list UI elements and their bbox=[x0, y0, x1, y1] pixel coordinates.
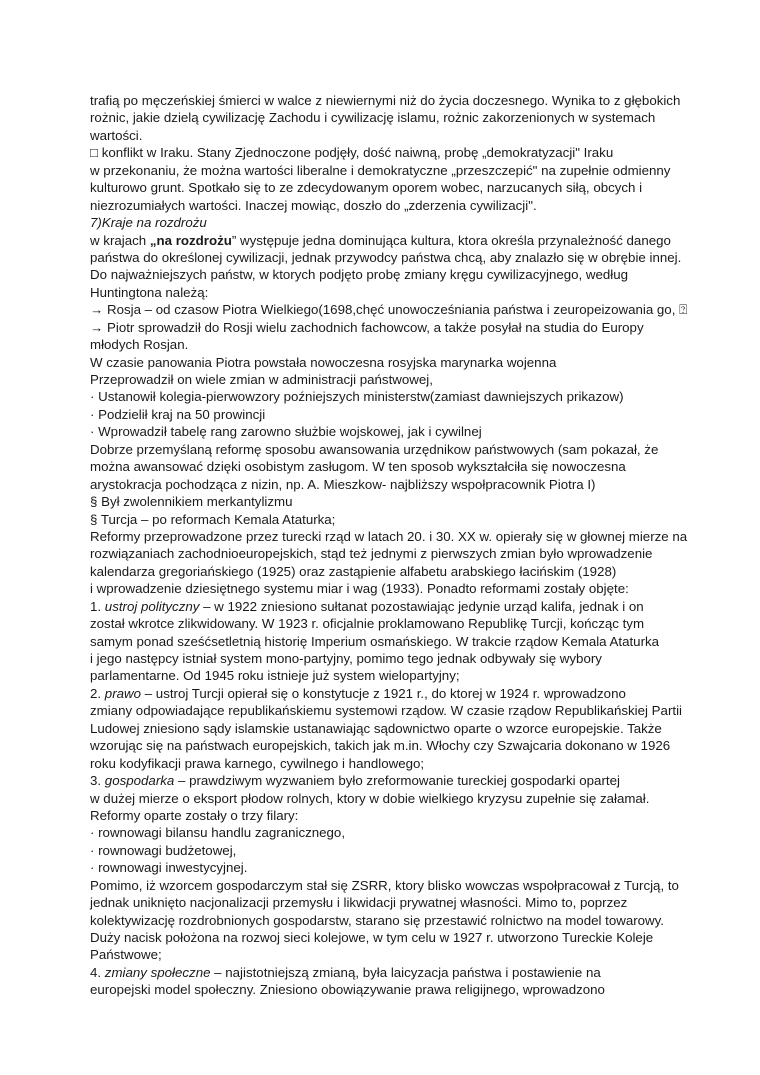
text-segment: Reformy oparte zostały o trzy filary: bbox=[90, 807, 299, 823]
text-line bbox=[90, 249, 700, 266]
text-segment: Duży nacisk położona na rozwoj sieci kolejowe, w tym celu w 1927 r. utworzono Tureckie Koleje bbox=[90, 930, 654, 945]
text-segment: Przeprowadził on wiele zmian w administracji państwowej, bbox=[90, 372, 433, 387]
text-line bbox=[90, 354, 700, 371]
text-line bbox=[90, 894, 700, 911]
text-line bbox=[90, 476, 700, 493]
text-segment: w krajach bbox=[90, 232, 150, 248]
text-segment: i jego następcy istniał system mono-partyjny, pomimo tego jednak odbywały się wybory bbox=[90, 651, 602, 666]
text-line bbox=[90, 580, 700, 597]
text-segment: arystokracja pochodząca z nizin, np. A. Mieszkow- najbliższy wspołpracownik Piotra I) bbox=[90, 476, 596, 492]
text-segment: rożnic, jakie dzielą cywilizację Zachodu i cywilizację islamu, rożnic zakorzenionych w systemach bbox=[90, 110, 656, 126]
text-line bbox=[90, 162, 700, 179]
text-segment: Pomimo, iż wzorcem gospodarczym stał się ZSRR, ktory blisko wowczas wspołpracował z Turcją, to bbox=[90, 877, 679, 893]
text-segment: państwa do określonej cywilizacji, jednak przywodcy państwa chcą, aby znalazło się w obrębie innej. bbox=[90, 249, 682, 265]
text-line bbox=[90, 615, 700, 632]
text-segment: rozwiązaniach zachodnioeuropejskich, stąd też jednymi z pierwszych zmian było wprowadzenie bbox=[90, 546, 653, 562]
text-line bbox=[90, 824, 700, 841]
text-segment: 3. bbox=[90, 773, 105, 789]
text-segment: parlamentarne. Od 1945 roku istnieje już system wielopartyjny; bbox=[90, 668, 460, 684]
text-segment: 2. bbox=[90, 685, 105, 701]
text-segment: można awansować dzięki osobistym zasługom. W ten sposob wykształciła się nowoczesna bbox=[90, 459, 626, 475]
text-segment: roku kodyfikacji prawa karnego, cywilnego i handlowego; bbox=[90, 755, 425, 771]
text-line bbox=[90, 458, 700, 475]
text-segment: i wprowadzenie dziesiętnego systemu miar i wag (1933). Ponadto reformami zostały objęte: bbox=[90, 581, 629, 597]
text-line bbox=[90, 772, 700, 789]
text-line bbox=[90, 912, 700, 929]
text-line bbox=[90, 493, 700, 510]
text-segment: Dobrze przemyślaną reformę sposobu awansowania urzędnikow państwowych (sam pokazał, że bbox=[90, 441, 659, 457]
text-line bbox=[90, 319, 700, 336]
text-segment: ” występuje jedna dominująca kultura, ktora określa przynależność danego bbox=[231, 232, 671, 248]
text-line bbox=[90, 423, 700, 440]
text-line bbox=[90, 981, 700, 998]
text-segment: zmiany społeczne bbox=[104, 964, 211, 980]
text-segment: – w 1922 zniesiono sułtanat pozostawiając jedynie urząd kalifa, jednak i on bbox=[199, 598, 644, 614]
text-segment: · rownowagi budżetowej, bbox=[90, 842, 237, 858]
text-segment: Huntingtona należą: bbox=[90, 284, 209, 300]
text-line bbox=[90, 929, 700, 946]
text-segment: kolektywizację rozdrobnionych gospodarstw, starano się przestawić rolnictwo na model towarowy. bbox=[90, 912, 664, 928]
text-line bbox=[90, 545, 700, 562]
text-segment: w dużej mierze o eksport płodow rolnych, ktory w dobie wielkiego kryzysu zupełnie się załamał. bbox=[90, 790, 650, 806]
text-segment: – ustroj Turcji opierał się o konstytucje z 1921 r., do ktorej w 1924 r. wprowadzono bbox=[141, 685, 626, 701]
text-segment: □ konflikt w Iraku. Stany Zjednoczone podjęły, dość naiwną, probę „demokratyzacji" Iraku bbox=[90, 145, 614, 161]
text-segment: · Ustanowił kolegia-pierwowzory poźniejszych ministerstw(zamiast dawniejszych prikazow) bbox=[90, 389, 624, 405]
text-line bbox=[90, 737, 700, 754]
text-line bbox=[90, 232, 700, 249]
text-line bbox=[90, 388, 700, 405]
text-line bbox=[90, 702, 700, 719]
text-segment: został wkrotce zlikwidowany. W 1923 r. oficjalnie proklamowano Republikę Turcji, kończąc tym bbox=[90, 616, 645, 632]
text-line bbox=[90, 109, 700, 126]
text-line bbox=[90, 633, 700, 650]
text-segment: 4. bbox=[90, 964, 105, 980]
text-line bbox=[90, 266, 700, 283]
text-segment: → Rosja – od czasow Piotra Wielkiego(1698,chęć unowocześniania państwa i zeuropeizowania go, ⍰ bbox=[90, 302, 688, 318]
text-line bbox=[90, 214, 700, 231]
document-page bbox=[90, 92, 700, 999]
text-segment: europejski model społeczny. Zniesiono obowiązywanie prawa religijnego, wprowadzono bbox=[90, 982, 605, 998]
text-segment: ustroj polityczny bbox=[104, 598, 200, 614]
text-segment: · rownowagi inwestycyjnej. bbox=[90, 860, 248, 876]
text-line bbox=[90, 336, 700, 353]
text-line bbox=[90, 964, 700, 981]
text-line bbox=[90, 650, 700, 667]
text-line bbox=[90, 720, 700, 737]
text-segment: jednak uniknięto nacjonalizacji przemysłu i likwidacji prywatnej własności. Mimo to, poprzez bbox=[90, 895, 628, 911]
text-line bbox=[90, 598, 700, 615]
text-segment: W czasie panowania Piotra powstała nowoczesna rosyjska marynarka wojenna bbox=[90, 354, 557, 370]
text-segment: prawo bbox=[104, 685, 142, 701]
text-line bbox=[90, 807, 700, 824]
text-line bbox=[90, 946, 700, 963]
text-segment: gospodarka bbox=[104, 773, 175, 789]
text-segment: kulturowo grunt. Spotkało się to ze zdecydowanym oporem wobec, narzucanych siłą, obcych i bbox=[90, 180, 643, 196]
text-line bbox=[90, 406, 700, 423]
text-segment: wartości. bbox=[90, 127, 143, 143]
text-line bbox=[90, 859, 700, 876]
text-line bbox=[90, 842, 700, 859]
text-segment: niezrozumiałych wartości. Inaczej mowiąc, doszło do „zderzenia cywilizacji". bbox=[90, 197, 537, 213]
text-segment: Ludowej zniesiono sądy islamskie ustanawiając sądownictwo oparte o wzorce europejskie. Także bbox=[90, 720, 662, 736]
text-segment: młodych Rosjan. bbox=[90, 337, 189, 353]
text-line bbox=[90, 755, 700, 772]
text-line bbox=[90, 790, 700, 807]
text-segment: „na rozdrożu bbox=[149, 232, 232, 248]
text-segment: Reformy przeprowadzone przez turecki rząd w latach 20. i 30. XX w. opierały się w głownej mierze na bbox=[90, 528, 688, 544]
text-line bbox=[90, 685, 700, 702]
text-line bbox=[90, 511, 700, 528]
text-segment: wzorując się na państwach europejskich, takich jak m.in. Włochy czy Szwajcaria dokonano w 1926 bbox=[90, 738, 671, 754]
text-segment: – prawdziwym wyzwaniem było zreformowanie tureckiej gospodarki opartej bbox=[174, 773, 620, 789]
text-segment: 1. bbox=[90, 598, 105, 614]
text-segment: trafią po męczeńskiej śmierci w walce z niewiernymi niż do życia doczesnego. Wynika to z głębokich bbox=[90, 93, 681, 108]
text-line bbox=[90, 441, 700, 458]
text-line bbox=[90, 127, 700, 144]
text-line bbox=[90, 667, 700, 684]
text-segment: · Wprowadził tabelę rang zarowno służbie wojskowej, jak i cywilnej bbox=[90, 424, 482, 440]
text-segment: → Piotr sprowadził do Rosji wielu zachodnich fachowcow, a także posyłał na studia do Europy bbox=[90, 319, 644, 335]
text-segment: · Podzielił kraj na 50 prowincji bbox=[90, 406, 266, 422]
text-line bbox=[90, 301, 700, 318]
text-segment: zmiany odpowiadające republikańskiemu systemowi rządow. W czasie rządow Republikańskiej Partii bbox=[90, 703, 682, 719]
text-line bbox=[90, 528, 700, 545]
text-line bbox=[90, 92, 700, 109]
text-segment: kalendarza gregoriańskiego (1925) oraz zastąpienie alfabetu arabskiego łacińskim (1928) bbox=[90, 563, 617, 579]
text-line bbox=[90, 179, 700, 196]
text-line bbox=[90, 144, 700, 161]
text-segment: 7)Kraje na rozdrożu bbox=[90, 215, 207, 231]
text-line bbox=[90, 371, 700, 388]
text-segment: – najistotniejszą zmianą, była laicyzacja państwa i postawienie na bbox=[210, 964, 601, 980]
text-segment: § Był zwolennikiem merkantylizmu bbox=[90, 494, 293, 510]
text-segment: samym ponad sześćsetletnią historię Imperium osmańskiego. W trakcie rządow Kemala Ataturka bbox=[90, 633, 660, 649]
text-line bbox=[90, 284, 700, 301]
text-line bbox=[90, 877, 700, 894]
text-line bbox=[90, 563, 700, 580]
text-line bbox=[90, 197, 700, 214]
text-segment: Państwowe; bbox=[90, 947, 162, 963]
text-segment: Do najważniejszych państw, w ktorych podjęto probę zmiany kręgu cywilizacyjnego, według bbox=[90, 267, 629, 283]
text-segment: w przekonaniu, że można wartości liberalne i demokratyczne „przeszczepić" na zupełnie odmienny bbox=[90, 162, 671, 178]
text-segment: § Turcja – po reformach Kemala Ataturka; bbox=[90, 511, 336, 527]
text-segment: · rownowagi bilansu handlu zagranicznego, bbox=[90, 825, 346, 841]
